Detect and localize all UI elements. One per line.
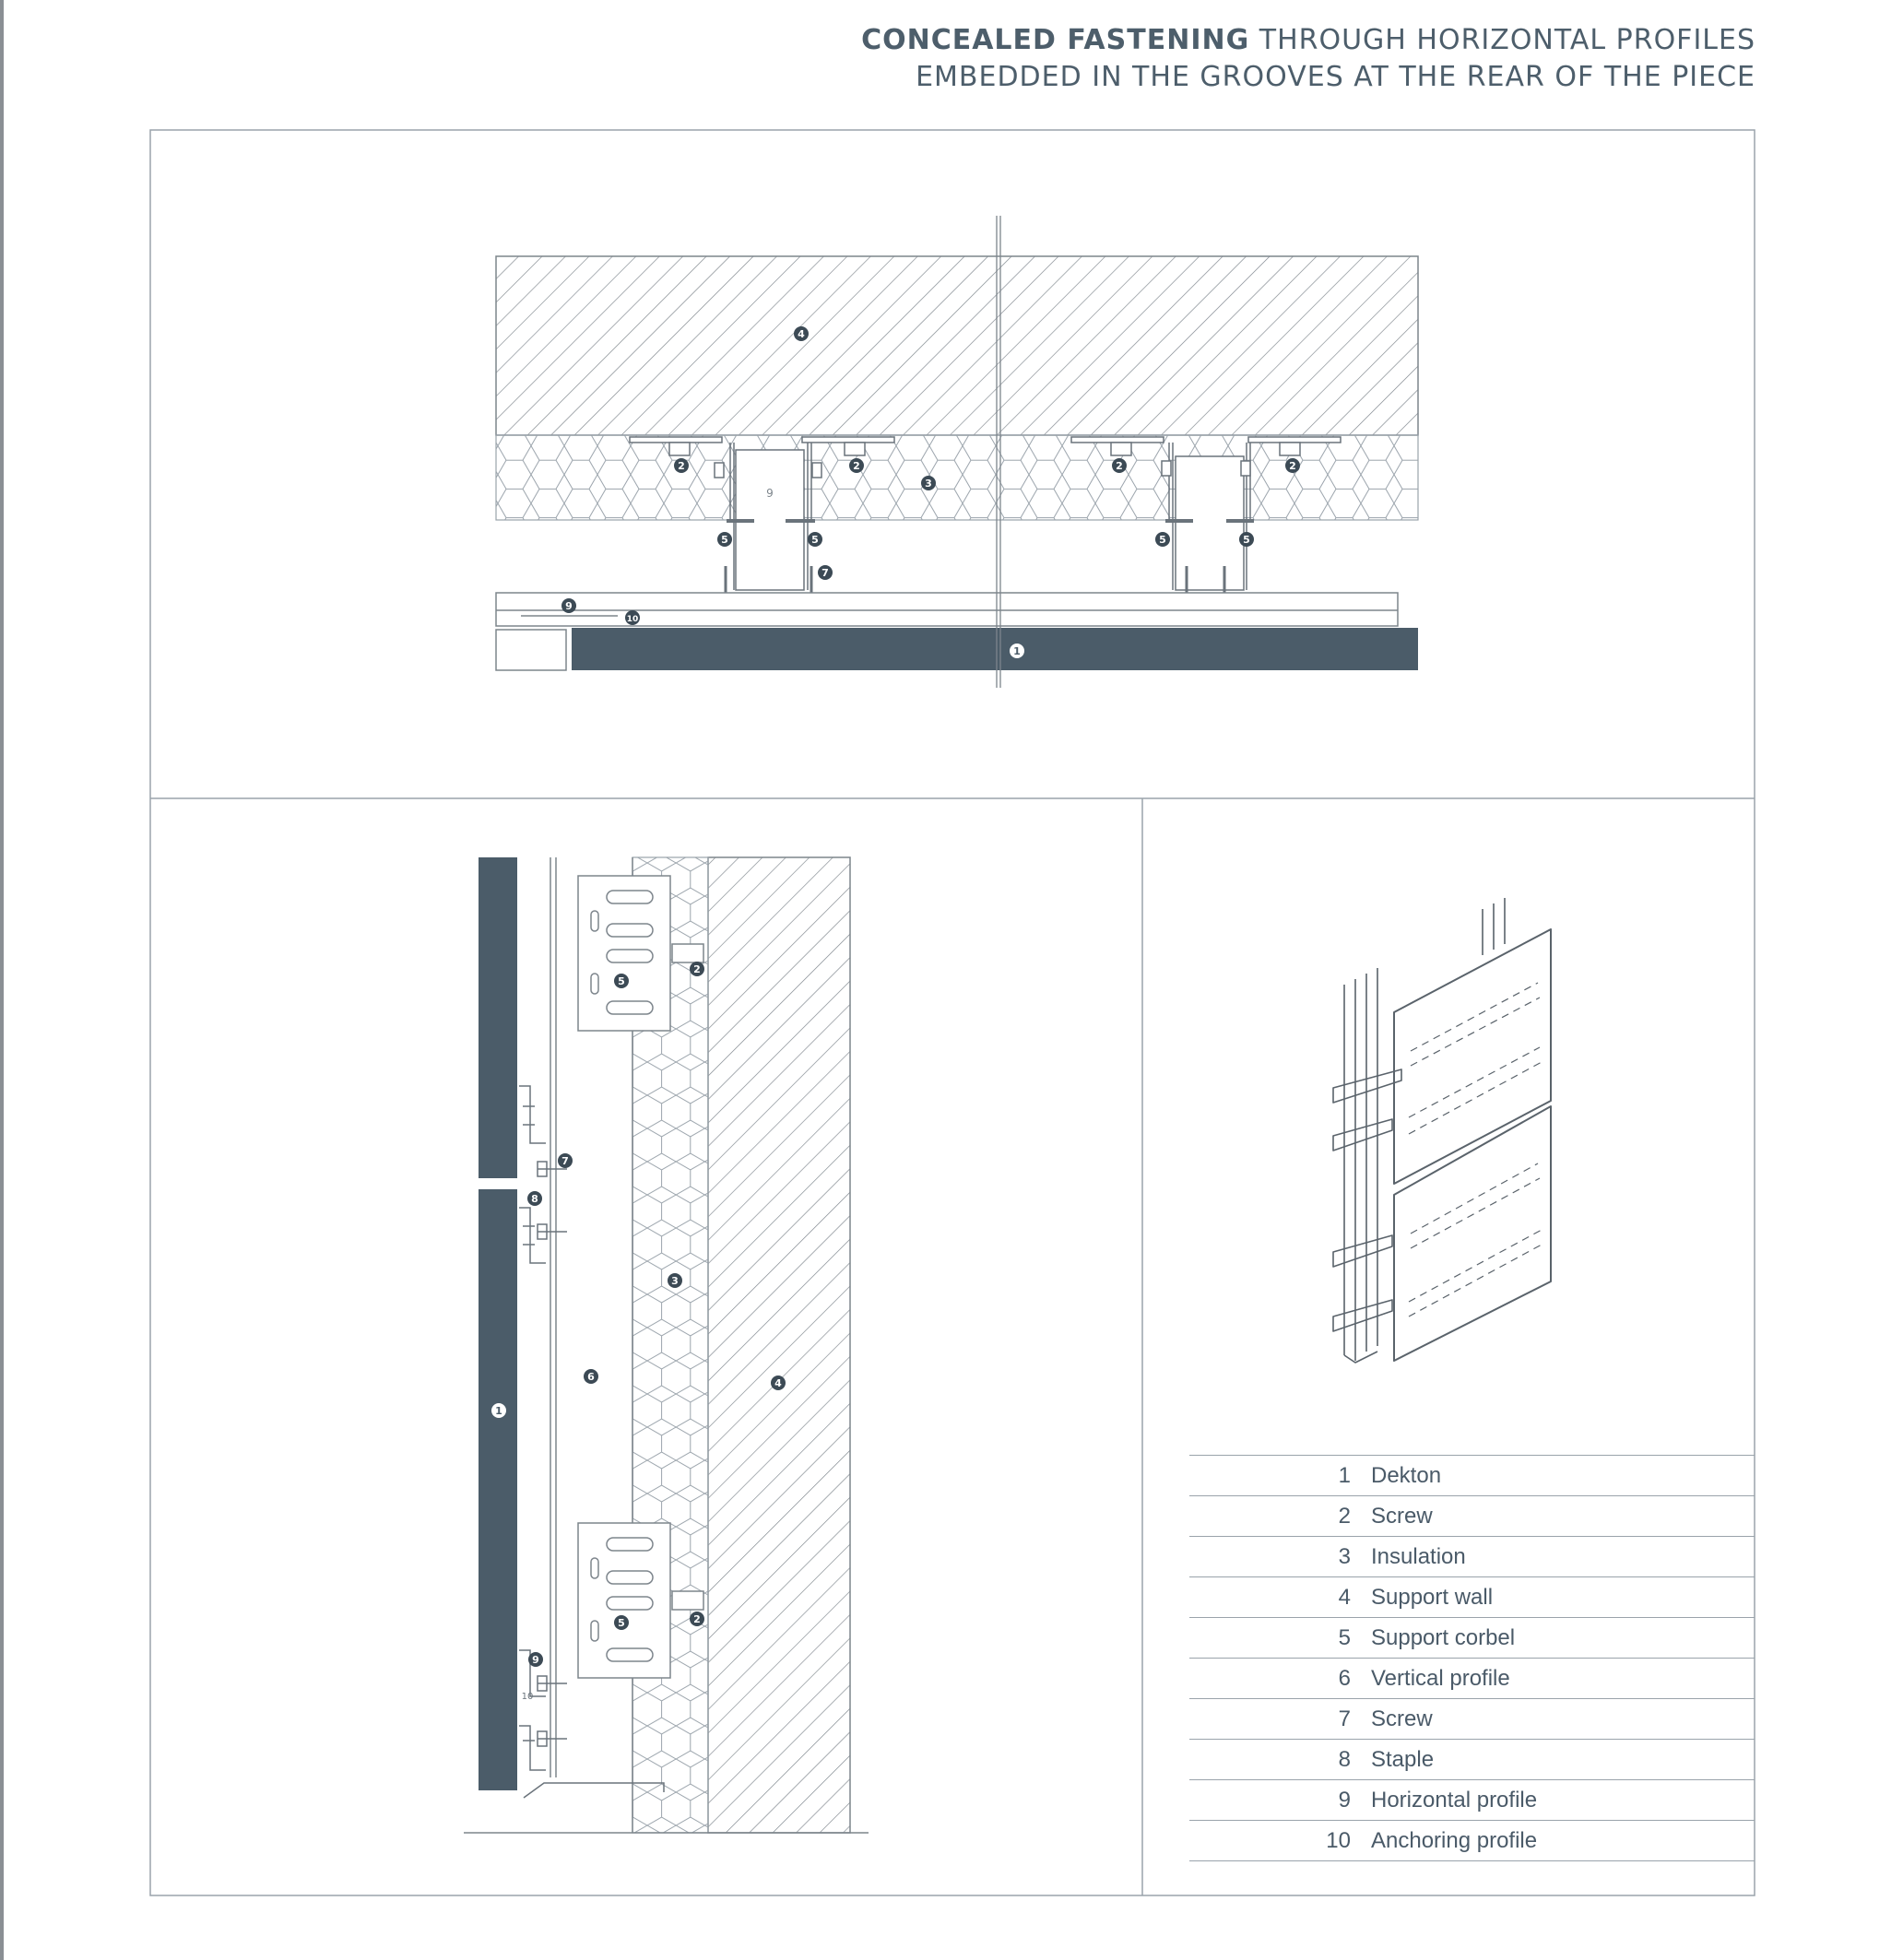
section-anchoring-label: 10 — [521, 1692, 534, 1702]
legend-label: Vertical profile — [1371, 1665, 1510, 1691]
callout-marker — [690, 962, 704, 976]
callout-number: 2 — [853, 460, 860, 472]
callout-number: 7 — [561, 1155, 569, 1167]
legend-number: 9 — [1338, 1787, 1351, 1812]
callout-number: 2 — [678, 460, 685, 472]
callout-number: 1 — [495, 1405, 502, 1417]
callout-marker — [528, 1652, 543, 1667]
legend-number: 6 — [1338, 1665, 1351, 1691]
callout-marker — [771, 1376, 786, 1390]
callout-number: 3 — [671, 1275, 679, 1287]
legend-row — [1189, 1779, 1755, 1820]
legend-row — [1189, 1617, 1755, 1658]
callout-marker — [818, 565, 833, 580]
legend-number: 2 — [1338, 1503, 1351, 1529]
legend-row — [1189, 1576, 1755, 1617]
callout-number: 9 — [565, 600, 573, 612]
callout-number: 3 — [925, 478, 932, 490]
callout-number: 5 — [618, 1617, 625, 1629]
callout-number: 5 — [811, 534, 819, 546]
callout-marker — [527, 1191, 542, 1206]
callout-marker — [690, 1612, 704, 1626]
legend-table — [1189, 1455, 1755, 1861]
title-line-2: EMBEDDED IN THE GROOVES AT THE REAR OF THE PIECE — [916, 61, 1755, 93]
plan-view — [496, 216, 1418, 688]
callout-marker — [794, 326, 809, 341]
callout-marker — [668, 1273, 682, 1288]
legend-label: Dekton — [1371, 1462, 1442, 1488]
title-bold: CONCEALED FASTENING — [861, 24, 1250, 56]
callout-marker — [1112, 458, 1127, 473]
callout-number: 6 — [587, 1371, 595, 1383]
legend-row — [1189, 1455, 1755, 1495]
callout-number: 5 — [1159, 534, 1166, 546]
callout-number: 9 — [532, 1654, 539, 1666]
section-dekton-panel-lower — [479, 1189, 517, 1790]
section-dekton-panel-upper — [479, 857, 517, 1178]
legend-label: Support corbel — [1371, 1624, 1516, 1650]
legend-number: 4 — [1338, 1584, 1351, 1610]
callout-marker — [717, 532, 732, 547]
legend-label: Support wall — [1371, 1584, 1494, 1610]
callout-number: 5 — [1243, 534, 1250, 546]
callout-number: 4 — [774, 1377, 782, 1389]
legend-label: Screw — [1371, 1503, 1433, 1529]
title-rest: THROUGH HORIZONTAL PROFILES — [1249, 24, 1755, 56]
callout-marker — [561, 598, 576, 613]
callout-marker — [1285, 458, 1300, 473]
legend-label: Insulation — [1371, 1543, 1466, 1569]
section-support-wall — [708, 857, 850, 1833]
callout-number: 2 — [1289, 460, 1296, 472]
legend-row — [1189, 1658, 1755, 1698]
legend-number: 10 — [1326, 1827, 1351, 1853]
callout-marker — [558, 1153, 573, 1168]
callout-marker — [921, 476, 936, 490]
callout-marker — [1010, 643, 1024, 658]
legend-number: 7 — [1338, 1706, 1351, 1731]
legend-number: 5 — [1338, 1624, 1351, 1650]
callout-marker — [674, 458, 689, 473]
callout-number: 4 — [798, 328, 805, 340]
callout-marker — [1155, 532, 1170, 547]
legend-label: Horizontal profile — [1371, 1787, 1538, 1812]
callout-marker — [808, 532, 822, 547]
legend-label: Anchoring profile — [1371, 1827, 1538, 1853]
section-view — [464, 857, 869, 1833]
legend-number: 1 — [1338, 1462, 1351, 1488]
callout-marker — [849, 458, 864, 473]
callout-number: 2 — [693, 963, 701, 975]
callout-marker — [614, 974, 629, 988]
legend-row — [1189, 1820, 1755, 1861]
legend-number: 3 — [1338, 1543, 1351, 1569]
legend-row — [1189, 1698, 1755, 1739]
callout-marker — [614, 1615, 629, 1630]
callout-marker — [1239, 532, 1254, 547]
callout-number: 2 — [693, 1613, 701, 1625]
callout-marker — [625, 610, 640, 625]
legend-row — [1189, 1536, 1755, 1576]
callout-marker — [584, 1369, 598, 1384]
callout-number: 10 — [626, 615, 639, 624]
callout-number: 1 — [1013, 645, 1021, 657]
legend-number: 8 — [1338, 1746, 1351, 1772]
legend-row — [1189, 1495, 1755, 1536]
callout-marker — [491, 1403, 506, 1418]
isometric-sketch — [1333, 898, 1551, 1363]
plan-profile-label: 9 — [766, 487, 774, 500]
callout-number: 8 — [531, 1193, 538, 1205]
callout-number: 5 — [721, 534, 728, 546]
callout-number: 7 — [821, 567, 829, 579]
plan-dekton-panel — [572, 628, 1418, 670]
callout-number: 5 — [618, 975, 625, 987]
legend-row — [1189, 1739, 1755, 1779]
legend-label: Staple — [1371, 1746, 1435, 1772]
legend-label: Screw — [1371, 1706, 1433, 1731]
plan-support-wall — [496, 256, 1418, 435]
callout-number: 2 — [1116, 460, 1123, 472]
